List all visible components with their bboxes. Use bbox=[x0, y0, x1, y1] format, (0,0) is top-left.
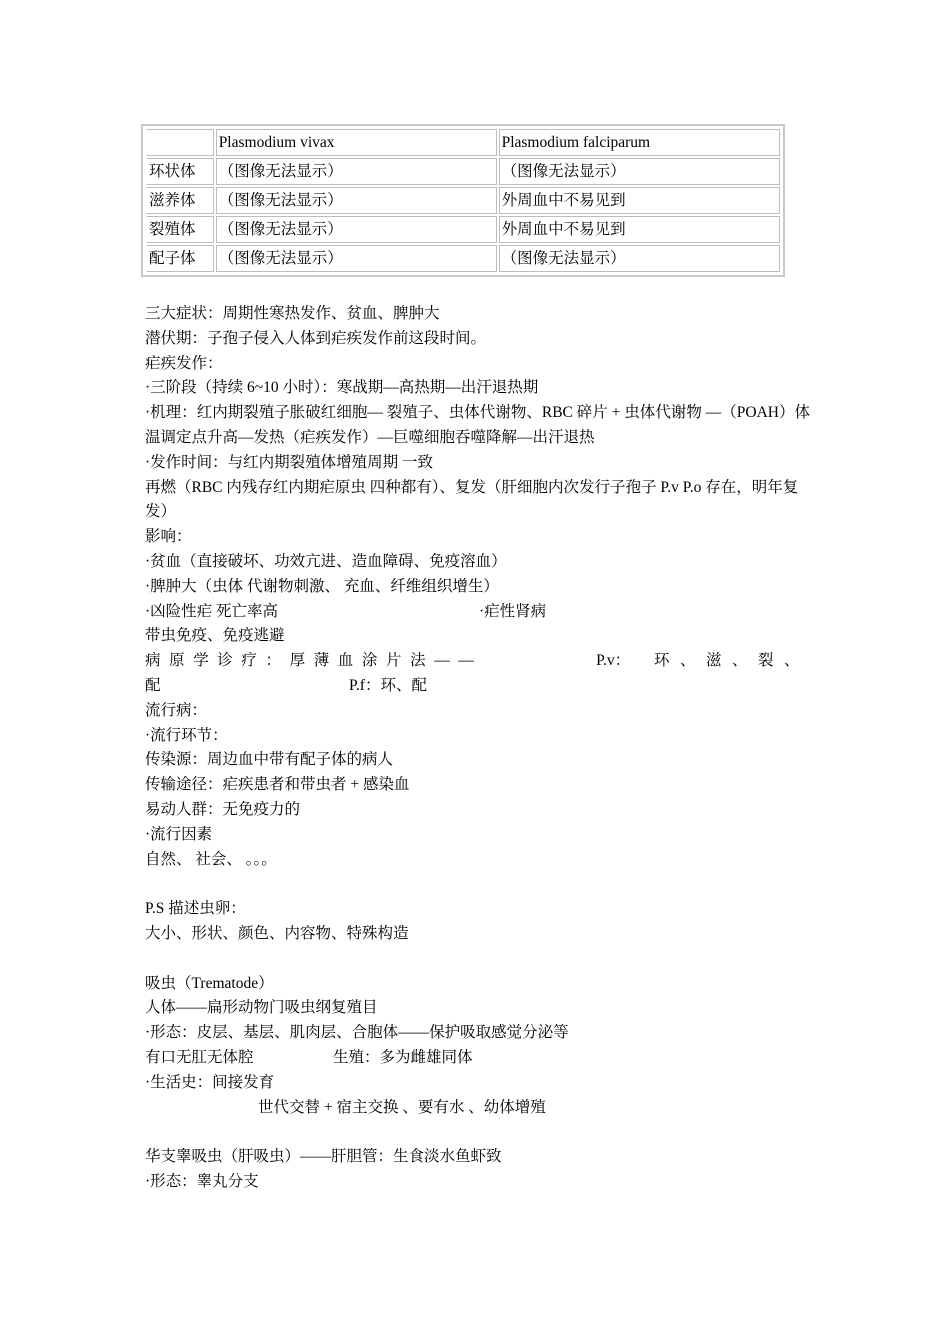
table-cell: （图像无法显示） bbox=[216, 245, 497, 272]
text-line: ·生活史：间接发育 bbox=[145, 1073, 275, 1091]
text-line: P.S 描述虫卵： bbox=[145, 900, 246, 918]
table-cell: 配子体 bbox=[146, 245, 214, 272]
text-segment: 有口无肛无体腔 bbox=[145, 1048, 254, 1066]
text-segment: 病原学诊疗：厚薄血涂片法—— bbox=[145, 652, 483, 670]
text-line: 世代交替 + 宿主交换 、要有水 、幼体增殖 bbox=[258, 1098, 546, 1116]
text-line: 潜伏期：子孢子侵入人体到疟疾发作前这段时间。 bbox=[145, 329, 487, 347]
table-row bbox=[146, 187, 780, 214]
table-header-cell: Plasmodium falciparum bbox=[499, 129, 780, 156]
table-cell: 环状体 bbox=[146, 158, 214, 185]
text-line: 易动人群：无免疫力的 bbox=[145, 800, 301, 818]
text-line: ·流行因素 bbox=[145, 825, 213, 843]
text-segment: 生殖：多为雌雄同体 bbox=[333, 1048, 473, 1066]
text-line: 疟疾发作： bbox=[145, 354, 223, 372]
text-line bbox=[145, 600, 810, 625]
table-cell: 外周血中不易见到 bbox=[499, 187, 780, 214]
table-cell: （图像无法显示） bbox=[499, 245, 780, 272]
text-line: 影响： bbox=[145, 528, 192, 546]
table-cell: （图像无法显示） bbox=[499, 158, 780, 185]
table-row bbox=[146, 245, 780, 272]
text-line: ·发作时间：与红内期裂殖体增殖周期 一致 bbox=[145, 453, 434, 471]
table-cell: 裂殖体 bbox=[146, 216, 214, 243]
blank-line bbox=[145, 947, 810, 972]
blank-line bbox=[145, 1120, 810, 1145]
text-line: ·机理：红内期裂殖子胀破红细胞— 裂殖子、虫体代谢物、RBC 碎片 + 虫体代谢物 —（POAH）体温调定点升高—发热（疟疾发作）—巨噬细胞吞噬降解—出汗退热 bbox=[145, 404, 810, 446]
text-segment: P.f：环、配 bbox=[349, 676, 427, 694]
text-line: ·脾肿大（虫体 代谢物刺激、 充血、纤维组织增生） bbox=[145, 577, 499, 595]
table-cell: 滋养体 bbox=[146, 187, 214, 214]
table-cell: （图像无法显示） bbox=[216, 216, 497, 243]
text-line: 自然、 社会、 。。。 bbox=[145, 850, 277, 868]
text-line bbox=[145, 649, 810, 674]
text-line bbox=[145, 674, 810, 699]
text-segment: ·凶险性疟 死亡率高 bbox=[145, 602, 279, 620]
table-row bbox=[146, 158, 780, 185]
text-segment: P.v： bbox=[596, 652, 631, 670]
text-segment: 环、滋、裂、 bbox=[653, 652, 810, 670]
table-row bbox=[146, 216, 780, 243]
text-line: 带虫免疫、免疫逃避 bbox=[145, 627, 285, 645]
text-line: 三大症状：周期性寒热发作、贫血、脾肿大 bbox=[145, 305, 440, 322]
plasmodium-comparison-table bbox=[141, 124, 785, 277]
text-line: 传输途径：疟疾患者和带虫者 + 感染血 bbox=[145, 776, 410, 794]
table-header-row bbox=[146, 129, 780, 156]
document-body bbox=[145, 302, 810, 1195]
text-line: 大小、形状、颜色、内容物、特殊构造 bbox=[145, 924, 409, 942]
text-segment: 配 bbox=[145, 676, 161, 694]
table-cell: 外周血中不易见到 bbox=[499, 216, 780, 243]
table-cell: （图像无法显示） bbox=[216, 158, 497, 185]
text-line: ·贫血（直接破坏、功效亢进、造血障碍、免疫溶血） bbox=[145, 552, 507, 570]
text-line: 华支睾吸虫（肝吸虫）——肝胆管：生食淡水鱼虾致 bbox=[145, 1148, 502, 1166]
table-cell bbox=[146, 129, 214, 156]
text-line: 流行病： bbox=[145, 701, 208, 719]
blank-line bbox=[145, 872, 810, 897]
table-header-cell: Plasmodium vivax bbox=[216, 129, 497, 156]
text-line: 人体——扁形动物门吸虫纲复殖目 bbox=[145, 999, 378, 1017]
text-line: 传染源：周边血中带有配子体的病人 bbox=[145, 751, 394, 769]
text-line: ·三阶段（持续 6~10 小时）：寒战期—高热期—出汗退热期 bbox=[145, 379, 539, 397]
text-segment: ·疟性肾病 bbox=[479, 602, 547, 620]
text-line: ·形态：睾丸分支 bbox=[145, 1172, 259, 1190]
text-line: ·流行环节： bbox=[145, 726, 228, 744]
text-line bbox=[145, 1046, 810, 1071]
text-line: 再燃（RBC 内残存红内期疟原虫 四种都有）、复发（肝细胞内次发行子孢子 P.v P.o 存在，明年复发） bbox=[145, 478, 799, 521]
text-line: ·形态：皮层、基层、肌肉层、合胞体——保护吸取感觉分泌等 bbox=[145, 1024, 569, 1042]
table-cell: （图像无法显示） bbox=[216, 187, 497, 214]
text-line: 吸虫（Trematode） bbox=[145, 974, 274, 992]
